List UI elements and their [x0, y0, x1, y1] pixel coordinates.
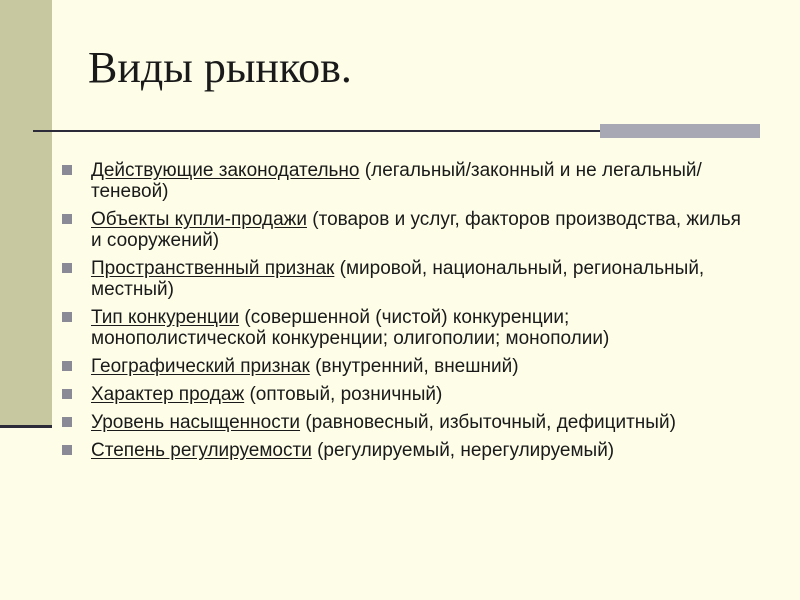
item-detail: (оптовый, розничный) — [244, 384, 443, 405]
square-bullet-icon — [62, 263, 72, 273]
list-item — [62, 160, 742, 202]
side-accent-underline — [0, 425, 52, 428]
item-term: Объекты купли-продажи — [91, 209, 307, 230]
item-term: Географический признак — [91, 356, 310, 377]
item-term: Степень регулируемости — [91, 440, 312, 461]
item-term: Характер продаж — [91, 384, 245, 405]
market-types-list — [62, 160, 742, 468]
slide-title: Виды рынков. — [88, 43, 352, 92]
item-detail: (легальный/законный и не легальный/теневой) — [91, 160, 702, 202]
square-bullet-icon — [62, 165, 72, 175]
item-term: Пространственный признак — [91, 258, 335, 279]
item-term: Действующие законодательно — [91, 160, 360, 181]
item-detail: (совершенной (чистой) конкуренции; монополистической конкуренции; олигополии; монополии) — [91, 307, 610, 349]
item-detail: (мировой, национальный, региональный, местный) — [91, 258, 705, 300]
list-item — [62, 440, 742, 461]
list-item — [62, 356, 742, 377]
side-accent-bar — [0, 0, 52, 428]
title-divider-block — [600, 124, 760, 138]
list-item — [62, 258, 742, 300]
list-item — [62, 209, 742, 251]
list-item — [62, 384, 742, 405]
list-item — [62, 307, 742, 349]
item-detail: (внутренний, внешний) — [309, 356, 519, 377]
item-term: Уровень насыщенности — [91, 412, 301, 433]
square-bullet-icon — [62, 417, 72, 427]
list-item — [62, 412, 742, 433]
square-bullet-icon — [62, 389, 72, 399]
item-term: Тип конкуренции — [91, 307, 240, 328]
item-detail: (товаров и услуг, факторов производства, жилья и сооружений) — [91, 209, 741, 251]
item-detail: (равновесный, избыточный, дефицитный) — [300, 412, 676, 433]
square-bullet-icon — [62, 214, 72, 224]
square-bullet-icon — [62, 312, 72, 322]
square-bullet-icon — [62, 361, 72, 371]
item-detail: (регулируемый, нерегулируемый) — [311, 440, 615, 461]
square-bullet-icon — [62, 445, 72, 455]
